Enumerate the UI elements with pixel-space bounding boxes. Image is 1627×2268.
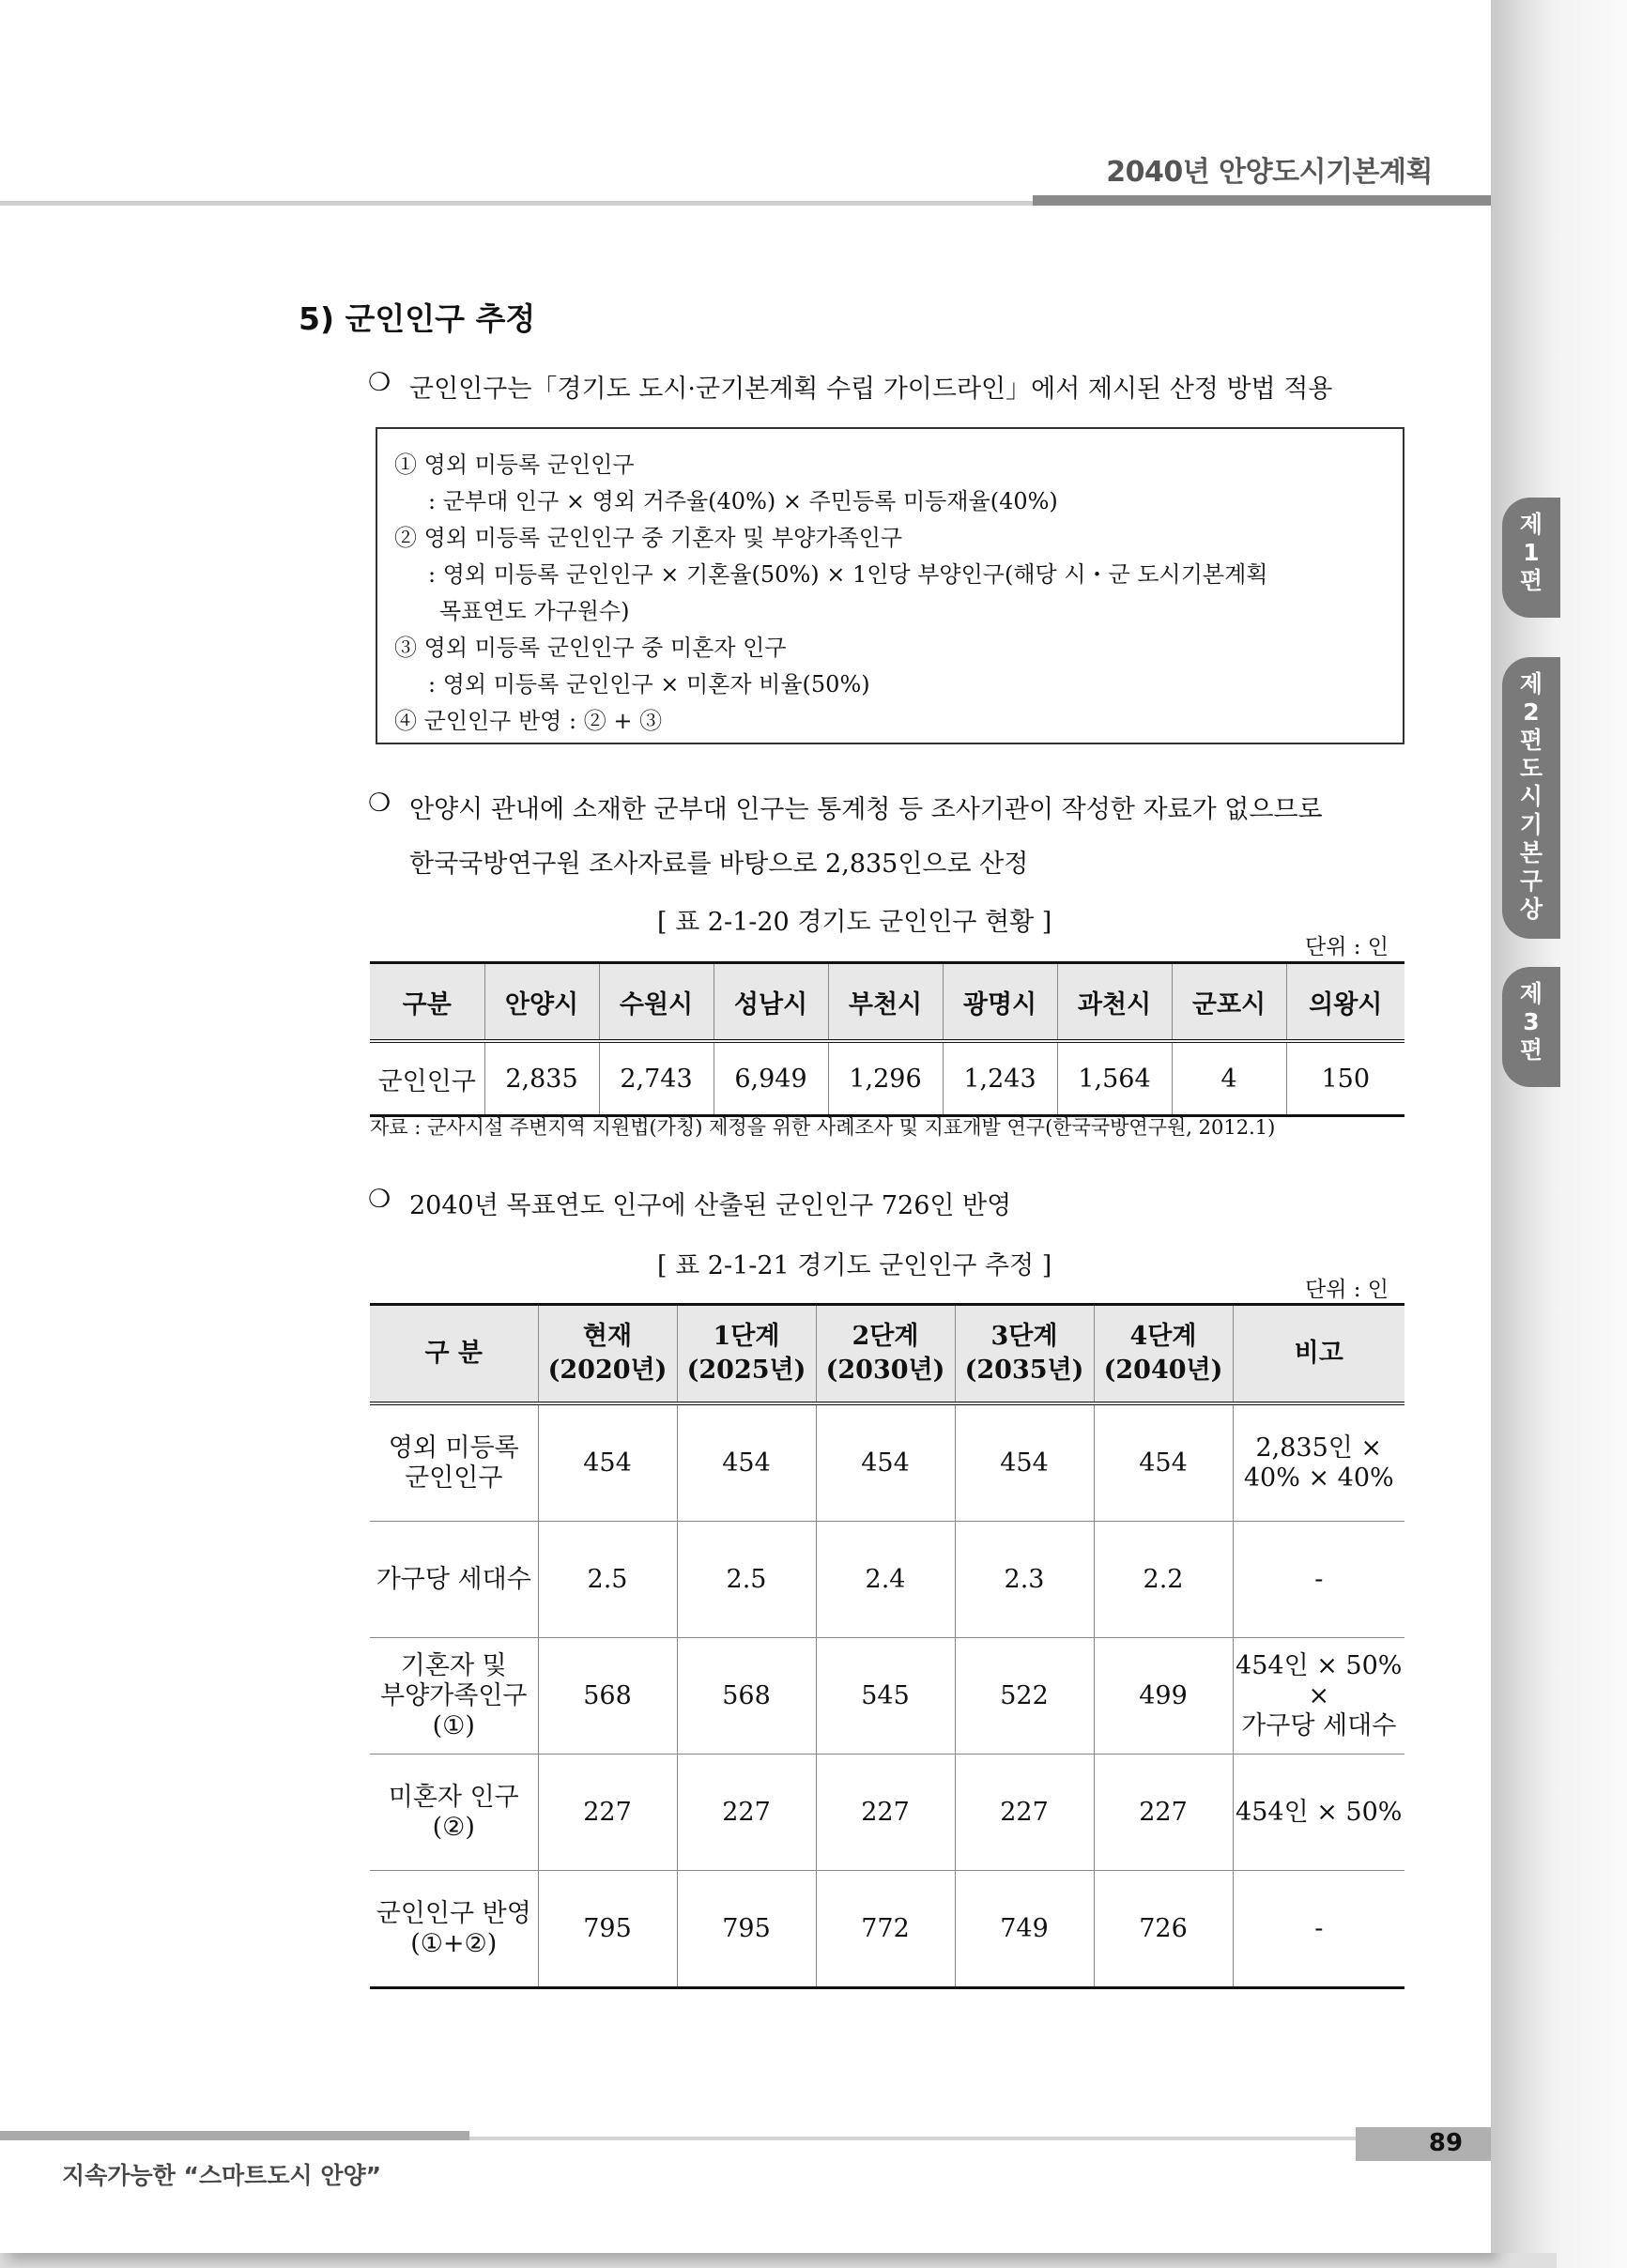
table-header-cell [1094, 1305, 1233, 1404]
label-line: (①) [432, 1710, 475, 1740]
row-label [370, 1403, 538, 1522]
note-line: 2,835인 × [1255, 1433, 1383, 1463]
header-line: 구 분 [424, 1339, 483, 1368]
row-label [370, 1522, 538, 1638]
table-cell: 6,949 [714, 1041, 828, 1116]
formula-line: : 군부대 인구 × 영외 거주율(40%) × 주민등록 미등재율(40%) [428, 488, 1058, 514]
bullet-paragraph-2-cont [368, 843, 1028, 880]
table-cell: 568 [677, 1638, 816, 1755]
formula-line: 목표연도 가구원수) [439, 598, 630, 624]
header-line: (2035년) [964, 1356, 1084, 1385]
table-header-cell: 성남시 [714, 963, 828, 1042]
note-line: 가구당 세대수 [1241, 1710, 1397, 1740]
header-line: 2단계 [852, 1322, 919, 1351]
table-header-cell: 군포시 [1172, 963, 1286, 1042]
table2-unit: 단위 : 인 [1305, 1278, 1389, 1302]
note-line: - [1314, 1913, 1324, 1943]
table-cell: 227 [816, 1755, 955, 1871]
label-line: 군인인구 반영 [376, 1898, 531, 1928]
row-label [370, 1638, 538, 1755]
table-header-cell: 부천시 [828, 963, 943, 1042]
header-line: 3단계 [990, 1322, 1058, 1351]
table-cell: 454 [1094, 1403, 1233, 1522]
formula-line: ① 영외 미등록 군인인구 [394, 452, 635, 478]
table-cell: 150 [1286, 1041, 1404, 1116]
header-line: (2025년) [686, 1356, 806, 1385]
note-line: 40% × 40% [1243, 1463, 1394, 1493]
bullet-marker-icon: ❍ [368, 789, 391, 818]
note-line: 454인 × 50% [1236, 1797, 1403, 1827]
table-cell: 4 [1172, 1041, 1286, 1116]
table-row [370, 1403, 1404, 1522]
table-header-cell: 구분 [370, 963, 484, 1042]
tab-char: 시 [1519, 783, 1543, 810]
table-header-cell: 안양시 [484, 963, 599, 1042]
header-line: (2040년) [1103, 1356, 1223, 1385]
table-header-cell [816, 1305, 955, 1404]
label-line: 부양가족인구 [380, 1680, 528, 1710]
table-cell: 227 [955, 1755, 1094, 1871]
formula-line: ③ 영외 미등록 군인인구 중 미혼자 인구 [394, 635, 787, 661]
tab-char: 제 [1519, 980, 1543, 1007]
table-header-cell [955, 1305, 1094, 1404]
note-line: 454인 × 50% × [1236, 1650, 1403, 1710]
tab-char: 2 [1523, 698, 1540, 726]
header-line: 비고 [1294, 1339, 1343, 1368]
table-cell: 499 [1094, 1638, 1233, 1755]
table-cell: 454 [955, 1403, 1094, 1522]
table1-unit: 단위 : 인 [1305, 935, 1389, 959]
table-cell: 772 [816, 1871, 955, 1988]
side-tab-part-3[interactable] [1502, 967, 1560, 1087]
tab-char: 제 [1519, 670, 1543, 697]
tab-char: 편 [1519, 567, 1543, 594]
note-cell [1233, 1522, 1404, 1638]
bullet-paragraph-1 [368, 368, 1332, 405]
side-tab-part-1[interactable] [1502, 498, 1560, 618]
table-header-cell [370, 1305, 538, 1404]
table-header-cell [538, 1305, 677, 1404]
header-line: 1단계 [713, 1322, 780, 1351]
table-cell: 726 [1094, 1871, 1233, 1988]
table-cell: 795 [538, 1871, 677, 1988]
table-header-cell: 광명시 [943, 963, 1057, 1042]
table-cell: 227 [538, 1755, 677, 1871]
header-rule-accent [1033, 195, 1491, 206]
header-line: (2020년) [547, 1356, 668, 1385]
tab-char: 3 [1523, 1008, 1540, 1035]
tab-char: 본 [1519, 839, 1543, 866]
table-cell: 1,564 [1057, 1041, 1172, 1116]
footer-rule-light [469, 2137, 1356, 2140]
table1-source: 자료 : 군사시설 주변지역 지원법(가칭) 제정을 위한 사례조사 및 지표개발 연구(한국국방연구원, 2012.1) [370, 1116, 1276, 1139]
tab-char: 기 [1519, 811, 1543, 838]
formula-line: ② 영외 미등록 군인인구 중 기혼자 및 부양가족인구 [394, 525, 903, 551]
table-cell: 2.5 [677, 1522, 816, 1638]
note-cell [1233, 1755, 1404, 1871]
table-cell: 795 [677, 1871, 816, 1988]
table-cell: 2,835 [484, 1041, 599, 1116]
table-cell: 1,296 [828, 1041, 943, 1116]
tab-char: 편 [1519, 727, 1543, 754]
table-military-population-estimate [370, 1303, 1404, 1989]
table-cell: 227 [1094, 1755, 1233, 1871]
table-cell: 군인인구 [377, 1066, 476, 1096]
tab-char: 구 [1519, 867, 1543, 895]
table-cell: 2.3 [955, 1522, 1094, 1638]
table-cell: 522 [955, 1638, 1094, 1755]
page-edge-outer [1557, 0, 1627, 2268]
page-number: 89 [1428, 2129, 1464, 2157]
table-cell: 2.5 [538, 1522, 677, 1638]
header-line: 4단계 [1129, 1322, 1197, 1351]
note-cell [1233, 1403, 1404, 1522]
table2-caption: [ 표 2-1-21 경기도 군인인구 추정 ] [657, 1251, 1052, 1280]
table-cell: 454 [816, 1403, 955, 1522]
table-military-population-status [370, 961, 1404, 1117]
table-header-cell [677, 1305, 816, 1404]
section-title: 5) 군인인구 추정 [299, 300, 536, 337]
table-row [370, 1522, 1404, 1638]
page-edge [1491, 0, 1557, 2253]
bullet-text: 군인인구는「경기도 도시·군기본계획 수립 가이드라인」에서 제시된 산정 방법 적용 [409, 375, 1333, 404]
table-cell: 749 [955, 1871, 1094, 1988]
table-cell: 2.4 [816, 1522, 955, 1638]
bullet-text: 안양시 관내에 소재한 군부대 인구는 통계청 등 조사기관이 작성한 자료가 없으므로 [409, 795, 1323, 824]
formula-box [376, 427, 1404, 744]
label-line: (①+②) [410, 1928, 498, 1958]
label-line: 가구당 세대수 [376, 1564, 531, 1594]
label-line: (②) [432, 1812, 475, 1842]
table-header-cell: 의왕시 [1286, 963, 1404, 1042]
footer-rule [0, 2131, 469, 2140]
table-header-cell [1233, 1305, 1404, 1404]
bullet-marker-icon: ❍ [368, 368, 391, 397]
table-row [370, 1755, 1404, 1871]
note-cell [1233, 1638, 1404, 1755]
bullet-paragraph-2 [368, 789, 1323, 825]
label-line: 기혼자 및 [400, 1650, 507, 1680]
formula-line: : 영외 미등록 군인인구 × 미혼자 비율(50%) [428, 671, 870, 697]
side-tab-part-2[interactable] [1502, 657, 1560, 939]
formula-line: ④ 군인인구 반영 : ② + ③ [394, 708, 663, 734]
table-row [370, 1638, 1404, 1755]
header-rule [0, 201, 1033, 206]
table-cell: 2.2 [1094, 1522, 1233, 1638]
tab-char: 제 [1519, 511, 1543, 538]
header-line: (2030년) [825, 1356, 945, 1385]
label-line: 영외 미등록 [388, 1433, 519, 1463]
tab-char: 편 [1519, 1036, 1543, 1064]
bullet-text: 한국국방연구원 조사자료를 바탕으로 2,835인으로 산정 [409, 850, 1029, 879]
table-cell: 227 [677, 1755, 816, 1871]
header-title: 2040년 안양도시기본계획 [1106, 156, 1433, 189]
formula-line: : 영외 미등록 군인인구 × 기혼율(50%) × 1인당 부양인구(해당 시・군 도시기본계획 [428, 561, 1268, 588]
table-header-cell: 수원시 [599, 963, 714, 1042]
bullet-text: 2040년 목표연도 인구에 산출된 군인인구 726인 반영 [409, 1191, 1012, 1220]
row-label [370, 1871, 538, 1988]
bullet-marker-icon: ❍ [368, 1185, 391, 1214]
table-cell: 1,243 [943, 1041, 1057, 1116]
note-line: - [1314, 1564, 1324, 1594]
tab-char: 1 [1523, 539, 1540, 566]
table-cell: 568 [538, 1638, 677, 1755]
table-row [370, 1041, 1404, 1116]
table-cell: 454 [677, 1403, 816, 1522]
table-cell: 545 [816, 1638, 955, 1755]
label-line: 군인인구 [405, 1463, 503, 1493]
note-cell [1233, 1871, 1404, 1988]
table-header-row [370, 963, 1404, 1042]
table-header-cell: 과천시 [1057, 963, 1172, 1042]
table-cell: 2,743 [599, 1041, 714, 1116]
footer-text: 지속가능한 “스마트도시 안양” [62, 2162, 382, 2189]
tab-char: 상 [1519, 896, 1543, 923]
label-line: 미혼자 인구 [388, 1782, 519, 1812]
bullet-paragraph-3 [368, 1185, 1011, 1221]
table-row [370, 1871, 1404, 1988]
header-line: 현재 [582, 1322, 633, 1351]
tab-char: 도 [1519, 755, 1543, 782]
table-header-row [370, 1305, 1404, 1404]
table1-caption: [ 표 2-1-20 경기도 군인인구 현황 ] [657, 908, 1052, 937]
table-cell: 454 [538, 1403, 677, 1522]
row-label [370, 1755, 538, 1871]
